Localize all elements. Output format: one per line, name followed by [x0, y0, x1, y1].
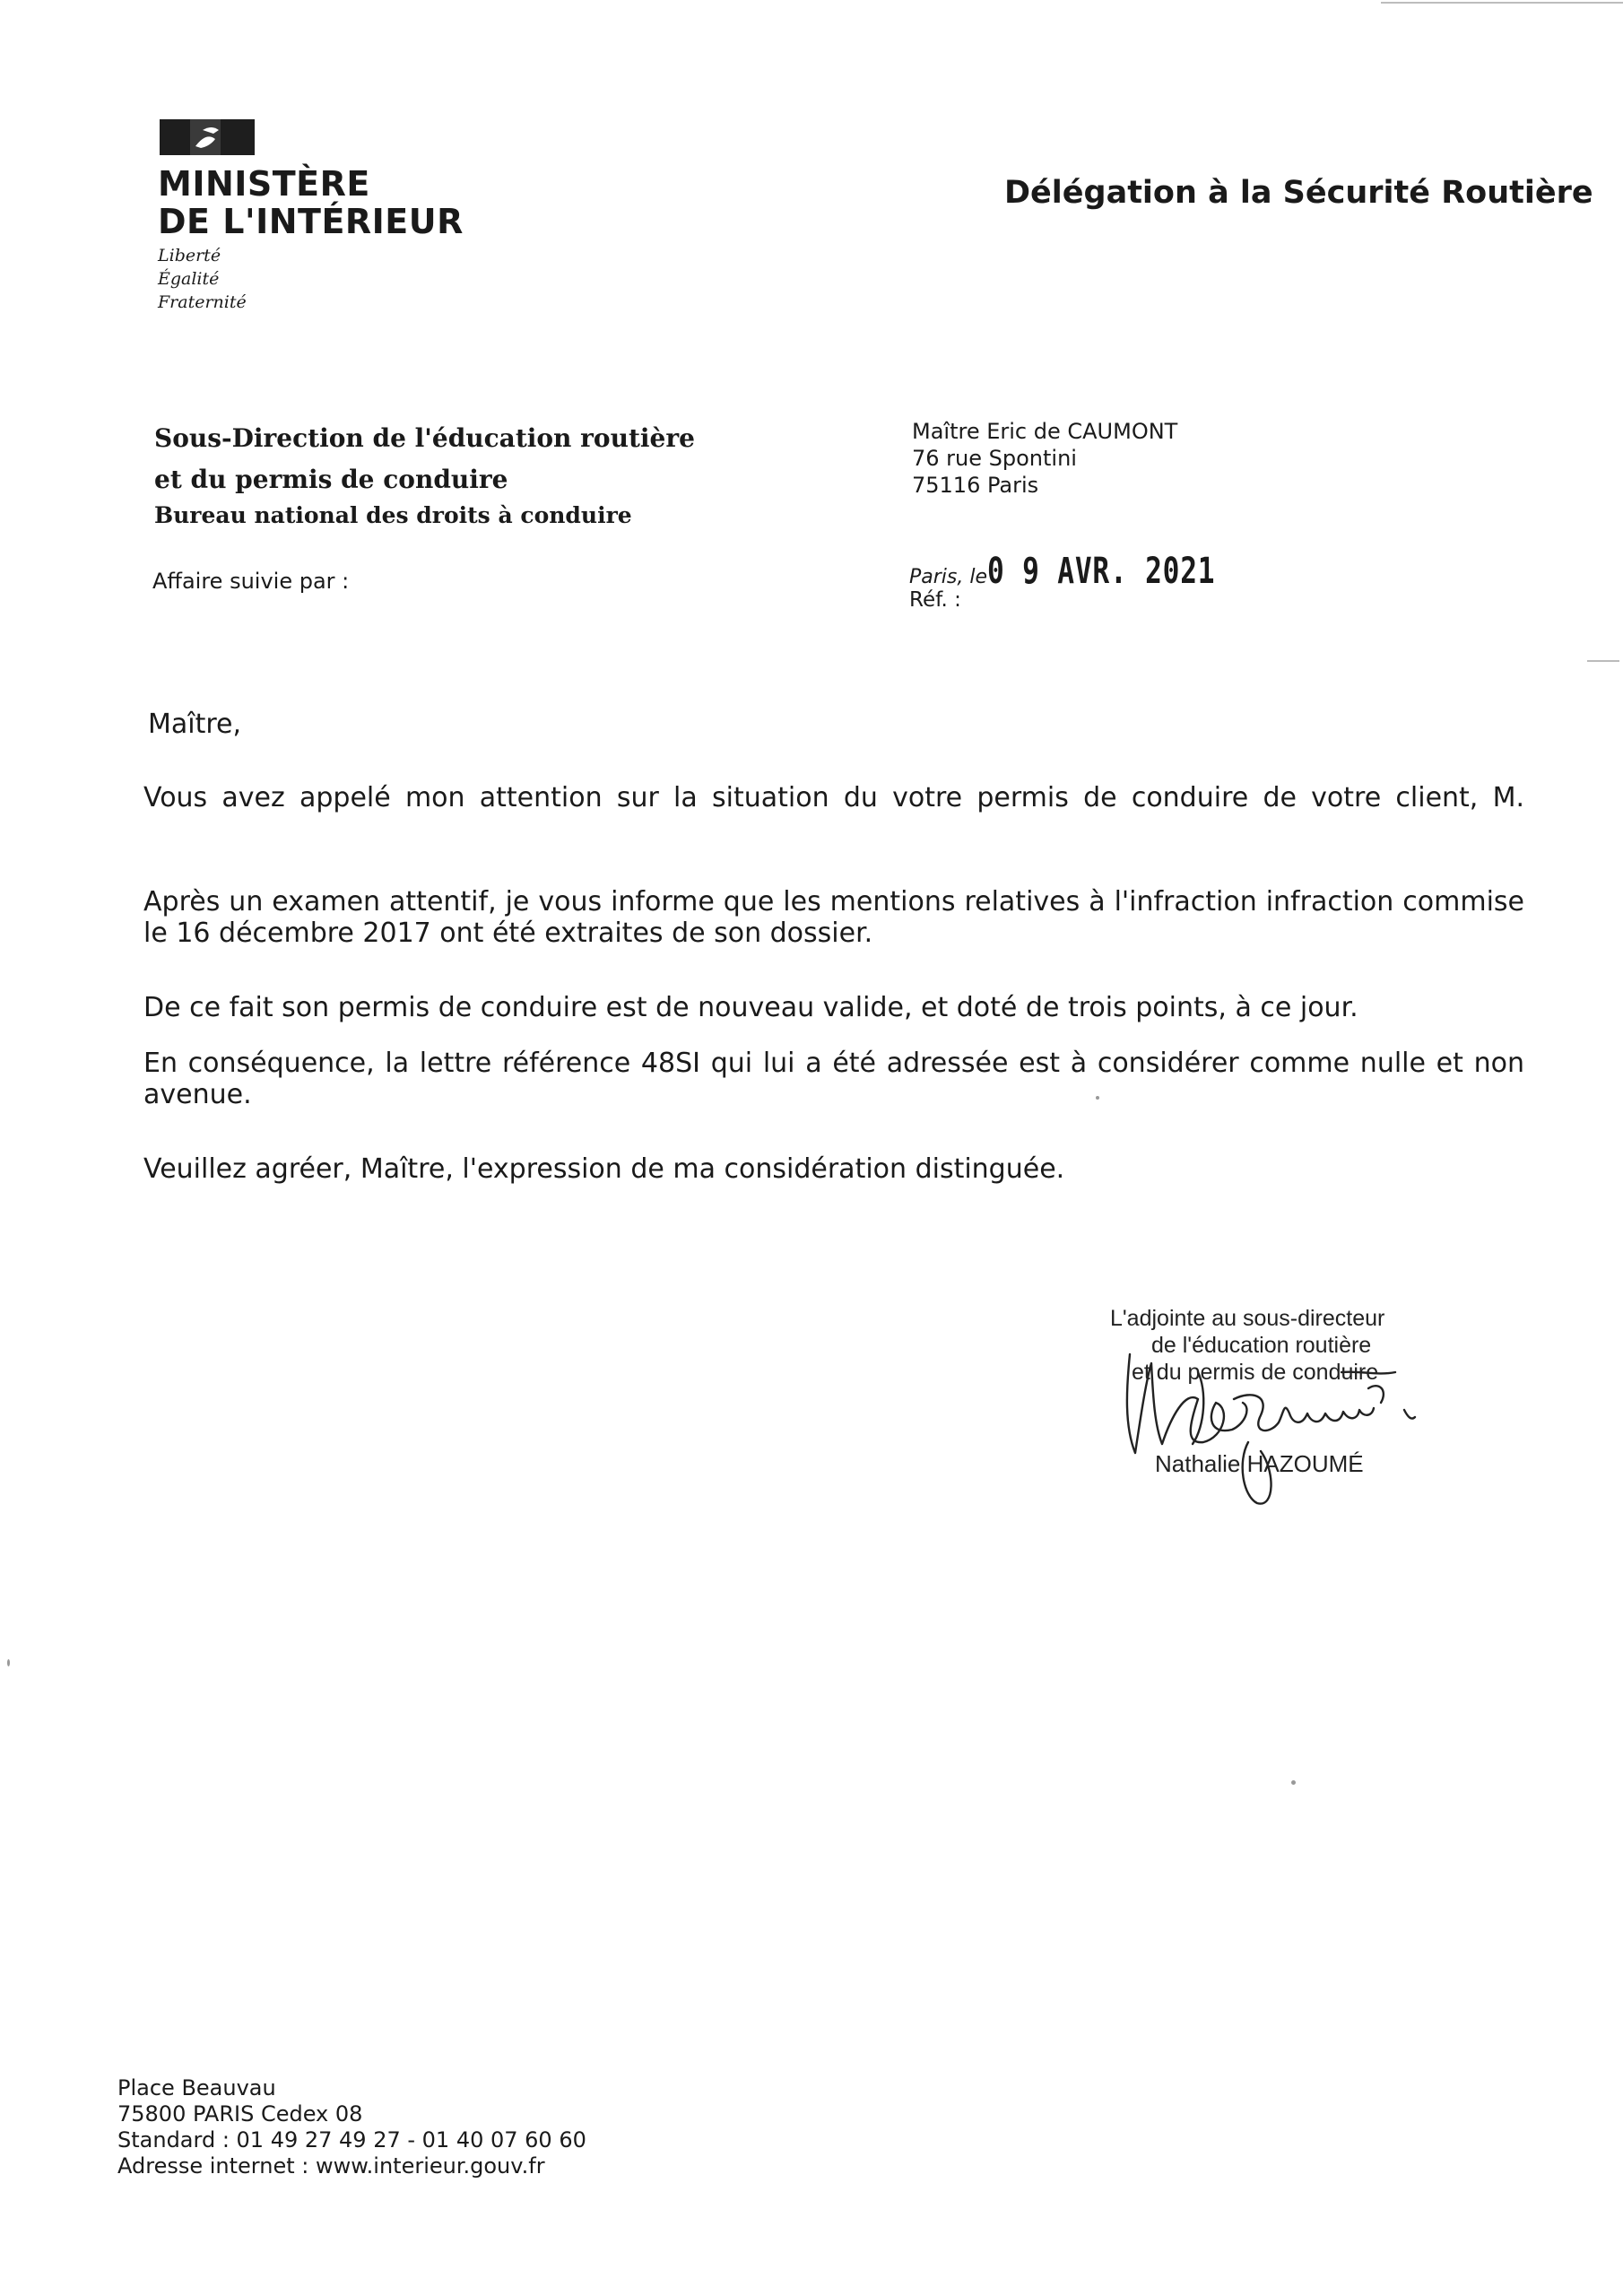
paragraph-4-line-1: En conséquence, la lettre référence 48SI qui lui a été adressée est à considérer comme nulle et non	[143, 1048, 1524, 1079]
signatory-name: Nathalie HAZOUMÉ	[1155, 1450, 1364, 1477]
footer-line-3: Standard : 01 49 27 49 27 - 01 40 07 60 60	[117, 2127, 586, 2152]
scan-speck	[1096, 1096, 1099, 1100]
paragraph-1: Vous avez appelé mon attention sur la situation du votre permis de conduire de votre client, M.	[143, 782, 1524, 813]
paragraph-2-line-1: Après un examen attentif, je vous informe que les mentions relatives à l'infraction infraction commise	[143, 886, 1524, 918]
signature-title-line-1: L'adjointe au sous-directeur	[1110, 1306, 1385, 1331]
sous-direction	[154, 418, 695, 500]
date-line	[909, 551, 1280, 592]
affaire-suivie-label: Affaire suivie par :	[152, 569, 350, 594]
date-stamp: 0 9 AVR. 2021	[987, 551, 1216, 592]
handwritten-signature	[1099, 1336, 1440, 1516]
footer-website: Adresse internet : www.interieur.gouv.fr	[117, 2153, 545, 2179]
footer-address	[117, 2075, 586, 2179]
service-title: Délégation à la Sécurité Routière	[1004, 175, 1593, 211]
ministry-line-2: DE L'INTÉRIEUR	[158, 202, 464, 241]
scan-edge-line	[1381, 2, 1623, 4]
motto-egalite: Égalité	[158, 269, 220, 289]
signature-title-line-3: et du permis de conduire	[1132, 1360, 1379, 1385]
recipient-street: 76 rue Spontini	[912, 446, 1077, 471]
motto-liberte: Liberté	[158, 246, 221, 265]
paragraph-2-line-2: le 16 décembre 2017 ont été extraites de son dossier.	[143, 918, 873, 949]
paragraph-4-line-2: avenue.	[143, 1079, 252, 1110]
ministry-name	[158, 165, 464, 240]
footer-line-1: Place Beauvau	[117, 2075, 276, 2100]
sous-direction-line-1: Sous-Direction de l'éducation routière	[154, 423, 695, 453]
scan-speck	[1291, 1780, 1296, 1785]
scan-speck	[1587, 660, 1619, 662]
closing-formula: Veuillez agréer, Maître, l'expression de ma considération distinguée.	[143, 1153, 1065, 1185]
paragraph-2	[143, 886, 1524, 949]
republic-motto	[158, 244, 247, 314]
marianne-logo-icon	[160, 119, 255, 155]
reference-label: Réf. :	[909, 588, 961, 612]
salutation: Maître,	[148, 709, 242, 740]
footer-line-2: 75800 PARIS Cedex 08	[117, 2101, 363, 2126]
recipient-address	[912, 418, 1177, 499]
date-prefix: Paris, le	[909, 566, 988, 588]
recipient-name: Maître Eric de CAUMONT	[912, 419, 1178, 444]
motto-fraternite: Fraternité	[158, 292, 247, 312]
recipient-city: 75116 Paris	[912, 473, 1039, 498]
bureau-name: Bureau national des droits à conduire	[154, 502, 632, 528]
sous-direction-line-2: et du permis de conduire	[154, 465, 508, 494]
signature-title-line-2: de l'éducation routière	[1151, 1333, 1372, 1358]
paragraph-3: De ce fait son permis de conduire est de nouveau valide, et doté de trois points, à ce jour.	[143, 992, 1358, 1023]
ministry-line-1: MINISTÈRE	[158, 164, 370, 204]
paragraph-4	[143, 1048, 1524, 1110]
scan-speck	[7, 1659, 10, 1666]
